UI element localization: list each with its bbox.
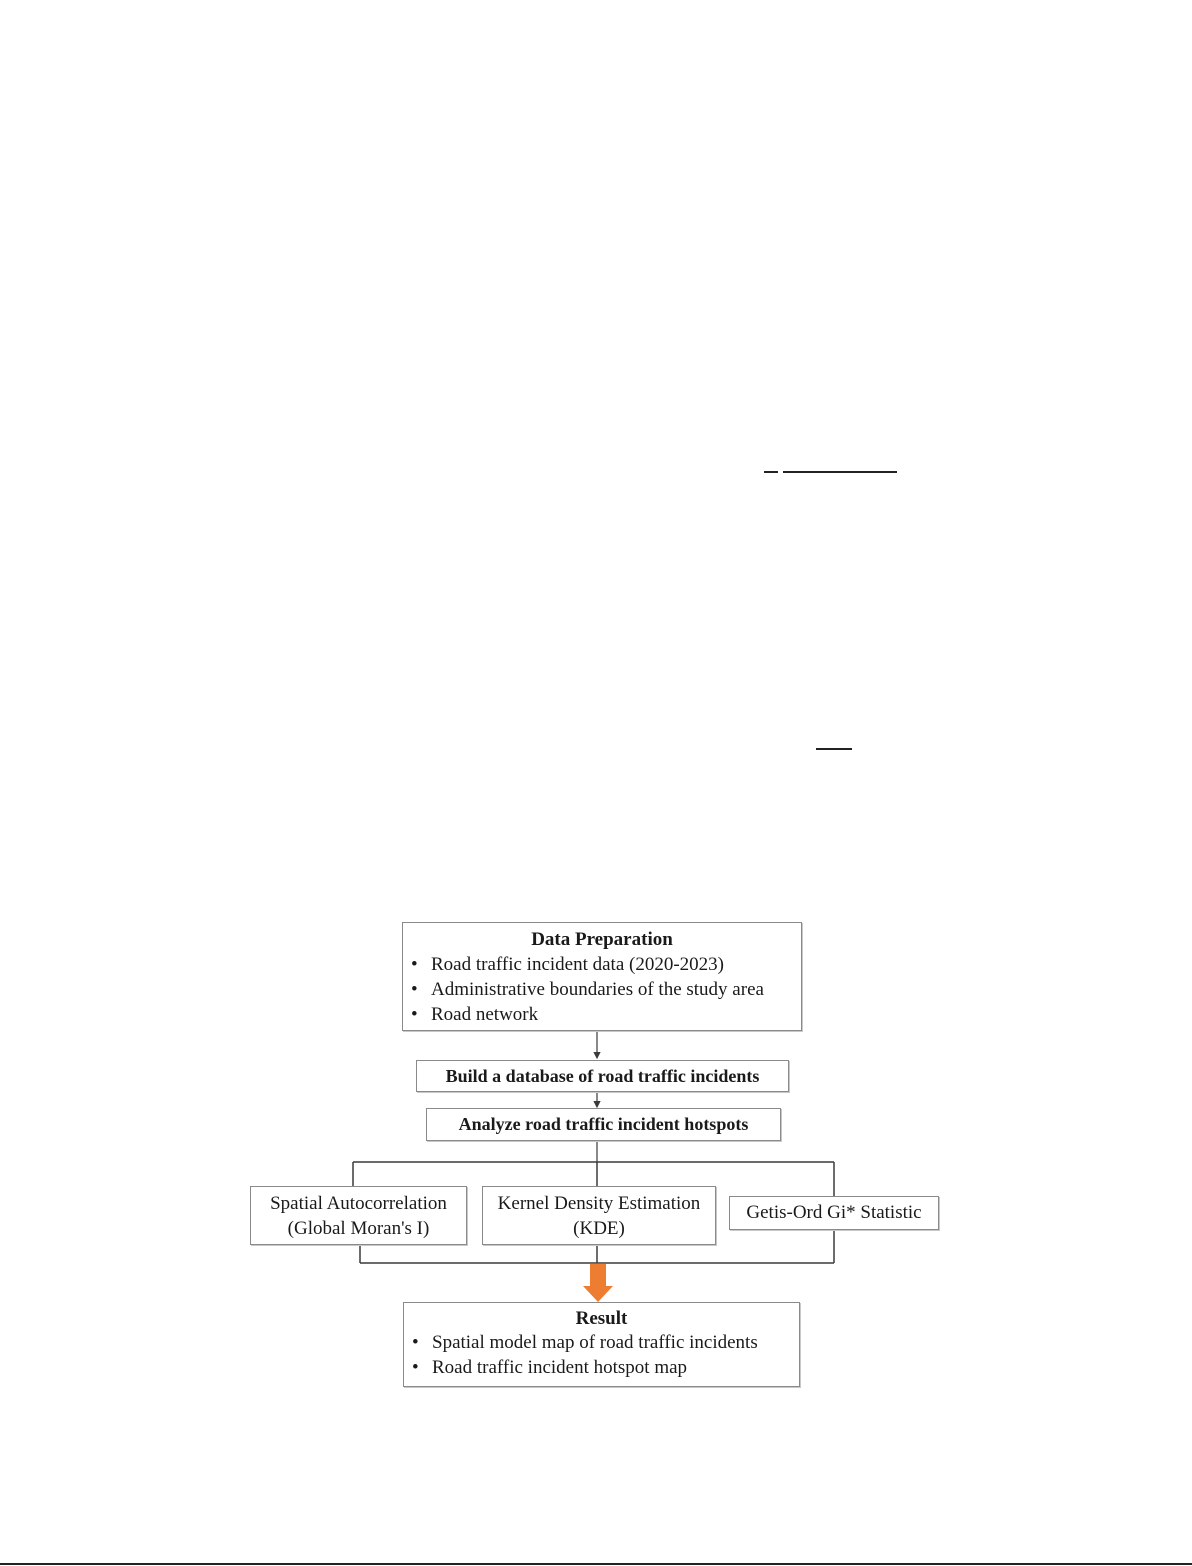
orange-arrow-icon — [583, 1264, 613, 1302]
result-title: Result — [575, 1308, 628, 1329]
build-database-box — [416, 1060, 789, 1092]
result-list — [404, 1330, 799, 1380]
data-preparation-title: Data Preparation — [531, 929, 673, 950]
list-item: • Road traffic incident hotspot map — [404, 1355, 799, 1380]
result-box — [403, 1302, 800, 1387]
method-3-line-1: Getis-Ord Gi* Statistic — [746, 1202, 922, 1223]
data-preparation-list — [403, 952, 801, 1027]
method-1-line-2: (Global Moran's I) — [287, 1218, 430, 1239]
method-getis-ord-box — [729, 1196, 939, 1230]
method-kde-box — [482, 1186, 716, 1245]
build-database-label: Build a database of road traffic incidents — [445, 1066, 760, 1086]
list-item: • Road network — [403, 1002, 801, 1027]
analyze-hotspots-box — [426, 1108, 781, 1141]
list-item: • Road traffic incident data (2020-2023) — [403, 952, 801, 977]
analyze-hotspots-label: Analyze road traffic incident hotspots — [458, 1114, 749, 1134]
list-item: • Spatial model map of road traffic incidents — [404, 1330, 799, 1355]
method-2-line-1: Kernel Density Estimation — [497, 1193, 701, 1214]
method-2-line-2: (KDE) — [573, 1218, 625, 1239]
method-1-line-1: Spatial Autocorrelation — [270, 1193, 447, 1214]
method-spatial-autocorrelation-box — [250, 1186, 467, 1245]
page-bottom-rule — [0, 1563, 1192, 1565]
list-item: • Administrative boundaries of the study area — [403, 977, 801, 1002]
data-preparation-box — [402, 922, 802, 1031]
